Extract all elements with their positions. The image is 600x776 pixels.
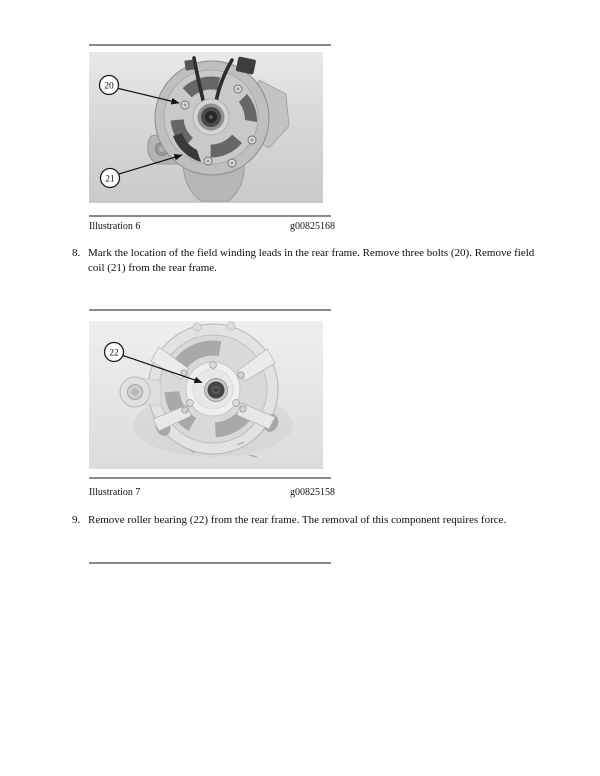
- left-mounting-lug: [120, 377, 161, 407]
- alternator-rear-frame-image: [89, 52, 323, 203]
- illustration-7-photo: [89, 321, 323, 469]
- illustration-7-caption: [89, 487, 335, 499]
- illustration-7-label: Illustration 7: [89, 487, 141, 498]
- rule-below-illustration-7: [89, 477, 331, 479]
- center-hub: [193, 99, 229, 135]
- rule-below-illustration-6: [89, 215, 331, 217]
- illustration-6-photo: [89, 52, 323, 203]
- roller-bearing: [205, 379, 228, 402]
- illustration-7-ref: g00825158: [290, 487, 335, 498]
- step-8: [72, 246, 546, 276]
- step-9-number: 9.: [72, 514, 81, 526]
- step-8-text: Mark the location of the field winding leads in the rear frame. Remove three bolts (20). Remove field coil (21) from the rear frame.: [88, 247, 535, 274]
- illustration-6-label: Illustration 6: [89, 221, 141, 232]
- rule-above-illustration-6: [89, 44, 331, 46]
- rule-above-illustration-7: [89, 309, 331, 311]
- callout-22-number: 22: [109, 348, 119, 359]
- illustration-6-caption: [89, 221, 335, 233]
- callout-21-number: 21: [105, 174, 115, 185]
- step-9-text: Remove roller bearing (22) from the rear frame. The removal of this component requires force.: [88, 514, 507, 526]
- step-9: [72, 513, 546, 528]
- rule-next-section: [89, 562, 331, 564]
- callout-20-number: 20: [104, 81, 114, 92]
- illustration-6-ref: g00825168: [290, 221, 335, 232]
- step-8-number: 8.: [72, 247, 81, 259]
- rear-frame-bearing-image: [89, 321, 323, 469]
